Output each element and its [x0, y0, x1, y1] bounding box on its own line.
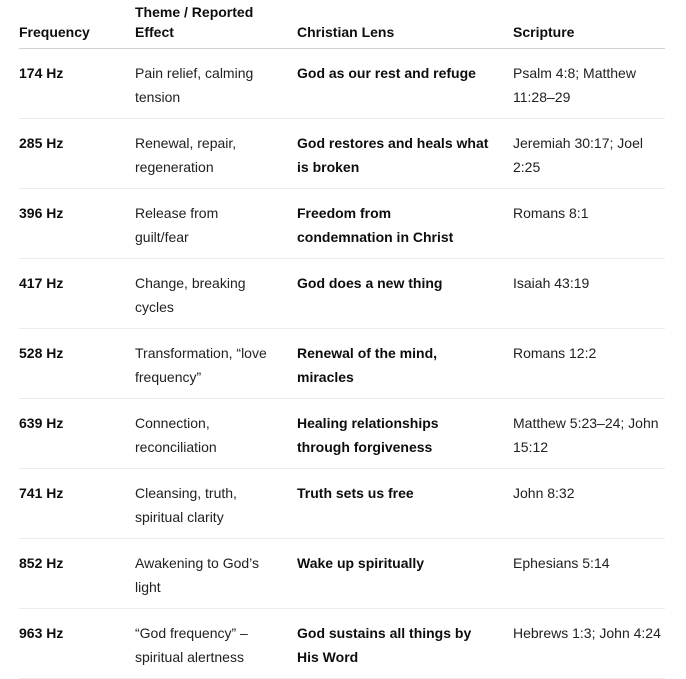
- cell-frequency: 174 Hz: [19, 49, 135, 119]
- table-row: [19, 469, 665, 539]
- cell-christian-lens: Truth sets us free: [297, 469, 513, 539]
- cell-frequency: 963 Hz: [19, 609, 135, 679]
- cell-christian-lens: God as our rest and refuge: [297, 49, 513, 119]
- table-body: [19, 49, 665, 679]
- header-row: [19, 0, 665, 49]
- frequency-table: [19, 0, 665, 679]
- cell-scripture: Psalm 4:8; Matthew 11:28–29: [513, 49, 665, 119]
- cell-christian-lens: God does a new thing: [297, 259, 513, 329]
- cell-christian-lens: Wake up spiritually: [297, 539, 513, 609]
- column-header-theme: Theme / Reported Effect: [135, 0, 297, 49]
- cell-theme: Awakening to God’s light: [135, 539, 297, 609]
- cell-frequency: 639 Hz: [19, 399, 135, 469]
- table-row: [19, 399, 665, 469]
- table-row: [19, 259, 665, 329]
- table-header: [19, 0, 665, 49]
- table-row: [19, 49, 665, 119]
- cell-christian-lens: Freedom from condemnation in Christ: [297, 189, 513, 259]
- column-header-scripture: Scripture: [513, 0, 665, 49]
- cell-scripture: Jeremiah 30:17; Joel 2:25: [513, 119, 665, 189]
- column-header-frequency: Frequency: [19, 0, 135, 49]
- table-row: [19, 189, 665, 259]
- cell-theme: Pain relief, calming tension: [135, 49, 297, 119]
- cell-frequency: 417 Hz: [19, 259, 135, 329]
- cell-theme: Cleansing, truth, spiritual clarity: [135, 469, 297, 539]
- cell-christian-lens: God restores and heals what is broken: [297, 119, 513, 189]
- cell-theme: Transformation, “love frequency”: [135, 329, 297, 399]
- cell-scripture: Isaiah 43:19: [513, 259, 665, 329]
- column-header-christian-lens: Christian Lens: [297, 0, 513, 49]
- cell-scripture: Matthew 5:23–24; John 15:12: [513, 399, 665, 469]
- table-row: [19, 539, 665, 609]
- cell-frequency: 852 Hz: [19, 539, 135, 609]
- cell-frequency: 285 Hz: [19, 119, 135, 189]
- cell-christian-lens: Healing relationships through forgiveness: [297, 399, 513, 469]
- table-row: [19, 119, 665, 189]
- table-row: [19, 329, 665, 399]
- cell-scripture: Hebrews 1:3; John 4:24: [513, 609, 665, 679]
- cell-theme: Renewal, repair, regeneration: [135, 119, 297, 189]
- cell-scripture: Romans 12:2: [513, 329, 665, 399]
- cell-theme: Release from guilt/fear: [135, 189, 297, 259]
- table-row: [19, 609, 665, 679]
- cell-frequency: 528 Hz: [19, 329, 135, 399]
- cell-frequency: 396 Hz: [19, 189, 135, 259]
- cell-christian-lens: Renewal of the mind, miracles: [297, 329, 513, 399]
- cell-theme: Connection, reconciliation: [135, 399, 297, 469]
- cell-scripture: John 8:32: [513, 469, 665, 539]
- cell-christian-lens: God sustains all things by His Word: [297, 609, 513, 679]
- cell-frequency: 741 Hz: [19, 469, 135, 539]
- cell-scripture: Romans 8:1: [513, 189, 665, 259]
- cell-scripture: Ephesians 5:14: [513, 539, 665, 609]
- cell-theme: “God frequency” – spiritual alertness: [135, 609, 297, 679]
- cell-theme: Change, breaking cycles: [135, 259, 297, 329]
